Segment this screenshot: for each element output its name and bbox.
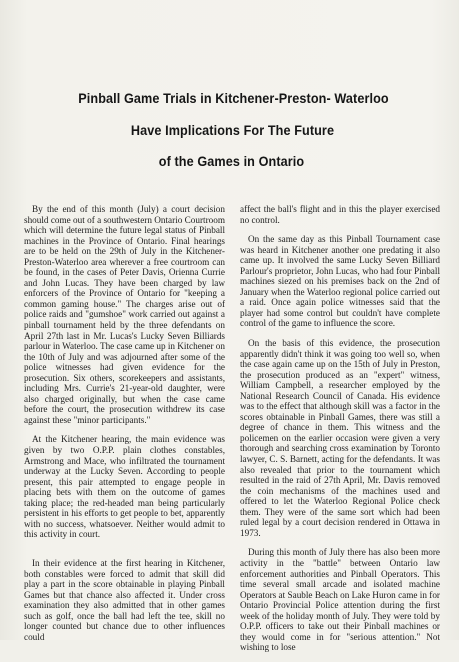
headline-line-2: Have Implications For The Future [130,123,335,138]
headline-line-3: of the Games in Ontario [158,154,305,169]
right-column [240,204,440,662]
left-column [24,204,225,651]
left-paragraph-2: At the Kitchener hearing, the main evidence was given by two O.P.P. plain clothes constables, Armstrong and Mace, who infiltrated the tournament underway at the Lucky Seven. According to people present, this pair attempted to engage people in placing bets with them on the outcome of games taking place; the red-headed man being particularly persistent in his efforts to get people to bet, apparently with no success, whatsoever. Neither would admit to this activity in court. [24,434,225,540]
headline-line-1: Pinball Game Trials in Kitchener-Preston- Waterloo [78,91,389,106]
right-paragraph-4: During this month of July there has also been more activity in the "battle" between Ontario law enforcement authorities and Pinball Operators. This time several small arcade and isolated machine Operators at Sauble Beach on Lake Huron came in for Ontario Provincial Police attention during the first week of the holiday month of July. They were told by O.P.P. officers to take out their Pinball machines or they would come in for "serious attention." Not wishing to lose [240,547,440,653]
right-paragraph-1: affect the ball's flight and in this the player exercised no control. [240,204,440,225]
right-paragraph-2: On the same day as this Pinball Tournament case was heard in Kitchener another one predating it also came up. It involved the same Lucky Seven Billiard Parlour's proprietor, John Lucas, who had four Pinball machines siezed on his premises back on the 2nd of January when the Waterloo regional police carried out a raid. Once again police witnesses said that the player had some control but couldn't have complete control of the game to influence the score. [240,234,440,329]
left-paragraph-1: By the end of this month (July) a court decision should come out of a southwestern Ontario Courtroom which will determine the future legal status of Pinball machines in the Province of Ontario. Final hearings are to be held on the 29th of July in the Kitchener-Preston-Waterloo area wherever a free courtroom can be found, in the cases of Peter Davis, Orienna Currie and John Lucas. They have been charged by law enforcers of the Province of Ontario for "keeping a common gaming house." The charges arise out of police raids and "gumshoe" work carried out against a pinball tournament held by the three defendants on April 27th last in Mr. Lucas's Lucky Seven Billiards parlour in Waterloo. The case came up in Kitchener on the 10th of July and was adjourned after some of the police witnesses had given evidence for the prosecution. Six others, scorekeepers and assistants, including Mrs. Currie's 21-year-old daughter, were also charged originally, but when the case came before the court, the prosecution withdrew its case against these "minor participants." [24,204,225,425]
right-paragraph-3: On the basis of this evidence, the prosecution apparently didn't think it was going too well so, when the case again came up on the 15th of July in Preston, the prosecution produced as an "expert" witness, William Campbell, a researcher employed by the National Research Council of Canada. His evidence was to the effect that although skill was a factor in the scores obtainable in Pinball Games, there was still a degree of chance in them. This witness and the policemen on the earlier occasion were given a very thorough and searching cross examination by Toronto lawyer, C. S. Barnett, acting for the defendants. It was also revealed that prior to the tournament which resulted in the raid of 27th April, Mr. Davis removed the coin mechanisms of the machines used and offered to let the Waterloo Regional Police check them. They were of the same sort which had been ruled legal by a court decision rendered in Ottawa in 1973. [240,338,440,538]
left-paragraph-3: In their evidence at the first hearing in Kitchener, both constables were forced to admit that skill did play a part in the score obtainable in playing Pinball Games but that chance also affected it. Under cross examination they also admitted that in other games such as golf, once the ball had left the tee, skill no longer counted but chance due to other influences could [24,557,225,642]
